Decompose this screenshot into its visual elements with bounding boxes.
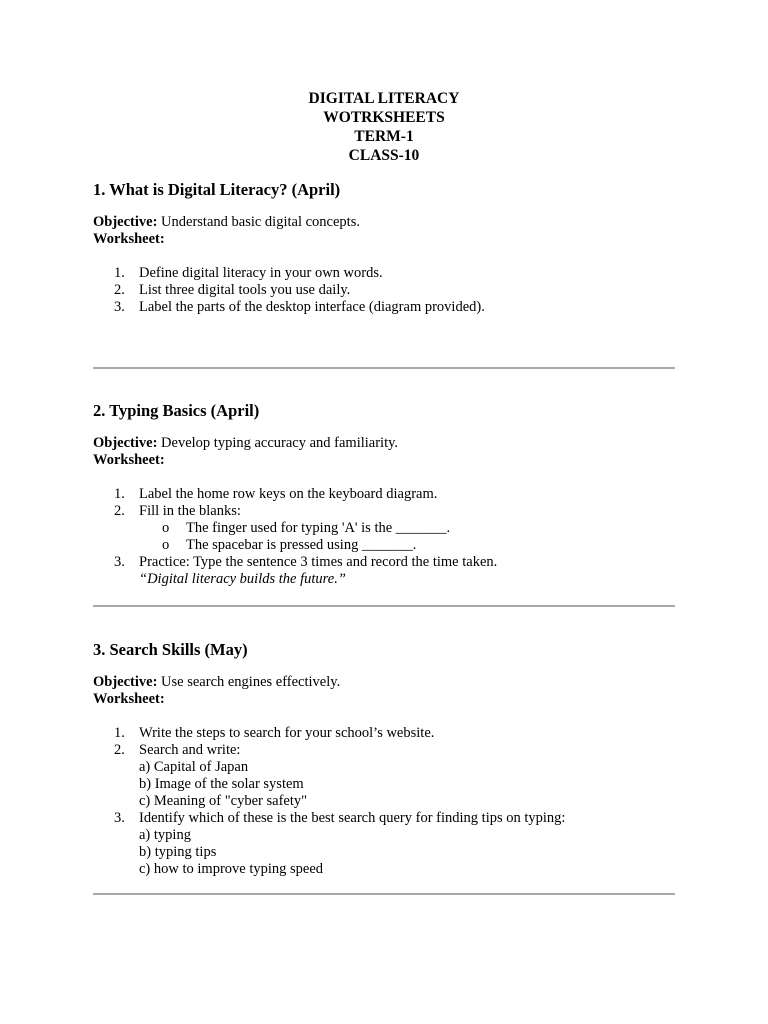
section-1 [93,180,683,316]
item-number: 2. [114,503,125,519]
item-number: 2. [114,742,125,758]
item-text: List three digital tools you use daily. [139,282,351,298]
bullet-marker: o [162,537,170,553]
practice-quote: “Digital literacy builds the future.” [139,571,346,587]
objective [93,214,683,231]
section-3 [93,640,683,878]
objective-label: Objective: [93,435,158,451]
section-2 [93,401,683,588]
answer-option: c) how to improve typing speed [139,861,324,877]
document-title [0,89,768,165]
item-number: 3. [114,554,125,570]
objective-label: Objective: [93,674,158,690]
title-line: WOTRKSHEETS [323,109,445,126]
list-item [93,265,683,282]
item-number: 3. [114,810,125,826]
list-item [93,486,683,503]
answer-option: c) Meaning of "cyber safety" [139,793,308,809]
objective-text: Use search engines effectively. [157,674,341,690]
item-text: Write the steps to search for your school’s website. [139,725,435,741]
item-text: Identify which of these is the best search query for finding tips on typing: [139,810,566,826]
worksheet-list [93,486,683,588]
worksheet-label: Worksheet: [93,691,165,707]
bullet-text: The finger used for typing 'A' is the _______. [186,520,451,536]
item-text: Practice: Type the sentence 3 times and record the time taken. [139,554,498,570]
item-number: 1. [114,725,125,741]
title-line: TERM-1 [354,128,414,145]
list-item [93,742,683,810]
worksheet-label: Worksheet: [93,231,165,247]
objective-text: Develop typing accuracy and familiarity. [157,435,399,451]
list-item [93,554,683,588]
item-text: Label the home row keys on the keyboard diagram. [139,486,438,502]
section-divider [93,367,675,369]
answer-option: a) Capital of Japan [139,759,249,775]
list-item [93,725,683,742]
item-number: 1. [114,265,125,281]
list-item [93,810,683,878]
worksheet-list [93,725,683,878]
item-number: 3. [114,299,125,315]
list-item [93,282,683,299]
item-text: Define digital literacy in your own words. [139,265,383,281]
answer-option: a) typing [139,827,191,843]
bullet-text: The spacebar is pressed using _______. [186,537,417,553]
section-divider [93,893,675,895]
section-heading: 2. Typing Basics (April) [93,401,260,420]
list-item [93,299,683,316]
answer-option: b) typing tips [139,844,217,860]
section-heading: 1. What is Digital Literacy? (April) [93,180,341,199]
item-number: 2. [114,282,125,298]
sub-bullet [139,520,683,537]
objective-text: Understand basic digital concepts. [157,214,360,230]
item-text: Fill in the blanks: [139,503,241,519]
sub-bullet [139,537,683,554]
objective [93,435,683,452]
objective [93,674,683,691]
title-line: DIGITAL LITERACY [308,90,460,107]
item-text: Label the parts of the desktop interface (diagram provided). [139,299,485,315]
objective-label: Objective: [93,214,158,230]
item-number: 1. [114,486,125,502]
bullet-marker: o [162,520,170,536]
worksheet-list [93,265,683,316]
section-divider [93,605,675,607]
answer-option: b) Image of the solar system [139,776,304,792]
worksheet-label: Worksheet: [93,452,165,468]
title-line: CLASS-10 [348,147,420,164]
section-heading: 3. Search Skills (May) [93,640,248,659]
list-item [93,503,683,554]
item-text: Search and write: [139,742,241,758]
